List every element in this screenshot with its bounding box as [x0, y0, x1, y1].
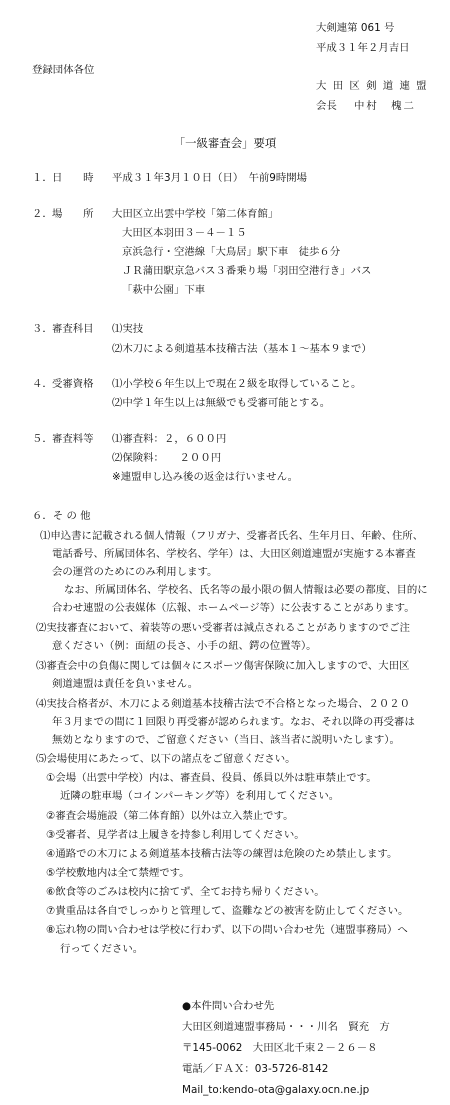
subject-line: ⑴実技 — [112, 323, 144, 335]
contact-email[interactable]: Mail_to:kendo-ota@galaxy.ocn.ne.jp — [182, 1084, 370, 1096]
note-line: ⑸会場使用にあたって、以下の諸点をご留意ください。 — [36, 753, 296, 765]
contact-office: 大田区剣道連盟事務局・・・川名 賢充 方 — [182, 1021, 390, 1033]
section-label: 受審資格 — [52, 378, 94, 390]
contact-address: 〒145-0062 大田区北千束２－２６－８ — [182, 1042, 378, 1054]
venue-line: 大田区本羽田３－４－１５ — [122, 227, 247, 239]
note-line: なお、所属団体名、学校名、氏名等の最小限の個人情報は必要の都度、目的に — [64, 584, 428, 596]
note-line: 合わせ連盟の公表媒体（広報、ホームページ等）に公表することがあります。 — [52, 602, 415, 614]
note-line: ⑵実技審査において、着装等の悪い受審者は減点されることがありますのでご注 — [36, 622, 410, 634]
note-line: 無効となりますので、ご留意ください（当日、該当者に説明いたします）。 — [52, 734, 400, 746]
note-line: ⑶審査会中の負傷に関しては個々にスポーツ傷害保険に加入しますので、大田区 — [36, 660, 410, 672]
section-number: ５． — [32, 433, 53, 445]
section-number: １． — [32, 172, 53, 184]
venue-line: 京浜急行・空港線「大鳥居」駅下車 徒歩６分 — [122, 246, 341, 258]
section-label: 場 所 — [52, 208, 94, 220]
contact-phone: 電話／ＦＡＸ：03-5726-8142 — [182, 1063, 329, 1075]
venue-rule: ⑧忘れ物の問い合わせは学校に行わず、以下の問い合わせ先（連盟事務局）へ — [46, 924, 408, 936]
section-body: 平成３１年3月１０日（日） 午前9時開場 — [112, 172, 308, 184]
section-label: 日 時 — [52, 172, 94, 184]
contact-heading: ●本件問い合わせ先 — [182, 1000, 275, 1012]
section-number: ２． — [32, 208, 53, 220]
note-line: 意ください（例：面紐の長さ、小手の紐、鍔の位置等）。 — [52, 640, 317, 652]
venue-rule: ①会場（出雲中学校）内は、審査員、役員、係員以外は駐車禁止です。 — [46, 772, 377, 784]
section-label: 審査科目 — [52, 323, 94, 335]
addressee: 登録団体各位 — [32, 64, 95, 76]
venue-line: ＪＲ蒲田駅京急バス３番乗り場「羽田空港行き」バス — [122, 265, 372, 277]
venue-rule: ②審査会場施設（第二体育館）以外は立入禁止です。 — [46, 810, 294, 822]
chair-role: 会長 — [316, 100, 337, 112]
subject-line: ⑵木刀による剣道基本技稽古法（基本１～基本９まで） — [112, 343, 372, 355]
fee-line: ⑵保険料： ２００円 — [112, 452, 222, 464]
note-line: 会の運営のためにのみ利用します。 — [52, 566, 218, 578]
venue-line: 「萩中公園」下車 — [122, 284, 206, 296]
note-line: ⑷実技合格者が、木刀による剣道基本技稽古法で不合格となった場合、２０２０ — [36, 698, 411, 710]
section-other-heading: ６．そ の 他 — [32, 510, 91, 522]
venue-rule: 近隣の駐車場（コインパーキング等）を利用してください。 — [60, 790, 340, 802]
venue-rule: ⑤学校敷地内は全て禁煙です。 — [46, 867, 190, 879]
eligibility-line: ⑵中学１年生以上は無級でも受審可能とする。 — [112, 397, 331, 409]
section-number: ４． — [32, 378, 53, 390]
venue-rule: ⑥飲食等のごみは校内に捨てず、全てお持ち帰りください。 — [46, 886, 325, 898]
sender-organization: 大 田 区 剣 道 連 盟 — [316, 80, 429, 92]
fee-line: ※連盟申し込み後の返金は行いません。 — [112, 471, 298, 483]
section-number: ３． — [32, 323, 53, 335]
document-title: 「一級審査会」要項 — [173, 136, 277, 150]
fee-line: ⑴審査料：２，６００円 — [112, 433, 227, 445]
venue-line: 大田区立出雲中学校「第二体育館」 — [112, 208, 279, 220]
note-line: 年３月までの間に１回限り再受審が認められます。なお、それ以降の再受審は — [52, 716, 415, 728]
issue-date: 平成３１年２月吉日 — [316, 42, 410, 54]
note-line: ⑴申込書に記載される個人情報（フリガナ、受審者氏名、生年月日、年齢、住所、 — [40, 530, 424, 542]
eligibility-line: ⑴小学校６年生以上で現在２級を取得していること。 — [112, 378, 362, 390]
venue-rule: ③受審者、見学者は上履きを持参し利用してください。 — [46, 829, 305, 841]
sender-chair — [316, 100, 416, 113]
chair-name: 中村 槐二 — [354, 100, 416, 112]
document-number: 大剣連第 061 号 — [316, 22, 395, 34]
section-label: 審査料等 — [52, 433, 94, 445]
note-line: 電話番号、所属団体名、学校名、学年）は、大田区剣道連盟が実施する本審査 — [52, 548, 416, 560]
venue-rule: 行ってください。 — [60, 943, 144, 955]
venue-rule: ⑦貴重品は各自でしっかりと管理して、盗難などの被害を防止してください。 — [46, 905, 409, 917]
note-line: 剣道連盟は責任を負いません。 — [52, 678, 199, 690]
venue-rule: ④通路での木刀による剣道基本技稽古法等の練習は危険のため禁止します。 — [46, 848, 398, 860]
